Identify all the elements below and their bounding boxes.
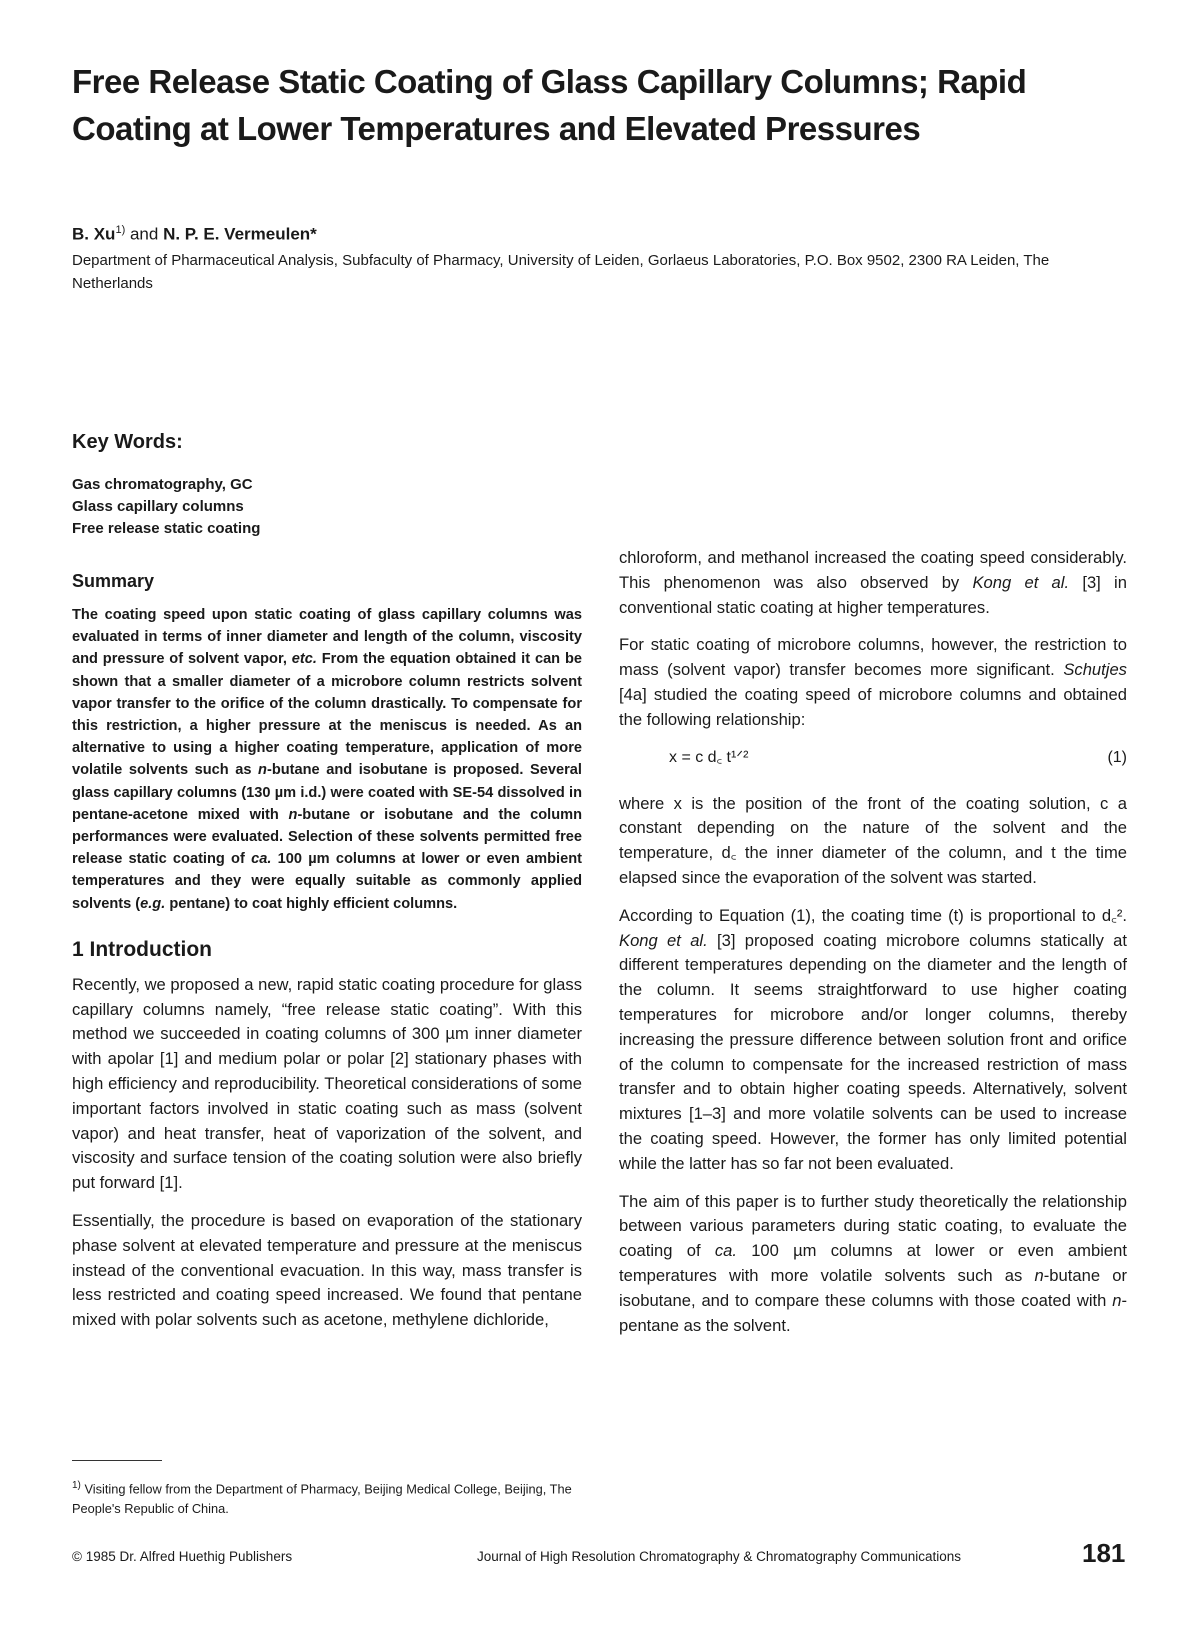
key-word: Gas chromatography, GC bbox=[72, 476, 253, 493]
summary-text: The coating speed upon static coating of glass capillary columns was evaluated in terms of inner diameter and length of the column, viscosity and pressure of solvent vapor, etc. From the equation obtained it can be shown that a smaller diameter of a microbore column restricts solvent vapor transfer to the orifice of the column drastically. To compensate for this restriction, a higher pressure at the meniscus is needed. As an alternative to using a higher coating temperature, application of more volatile solvents such as n-butane and isobutane is proposed. Several glass capillary columns (130 µm i.d.) were coated with SE-54 dissolved in pentane-acetone mixed with n-butane or isobutane and the column performances were evaluated. Selection of these solvents permitted free release static coating of ca. 100 µm columns at lower or even ambient temperatures and they were equally suitable as commonly applied solvents (e.g. pentane) to coat highly efficient columns. bbox=[72, 607, 582, 912]
footnote-text: Visiting fellow from the Department of Pharmacy, Beijing Medical College, Beijing, The People's Republic of China. bbox=[72, 1481, 572, 1517]
author-line bbox=[72, 224, 317, 245]
body-paragraph: For static coating of microbore columns, however, the restriction to mass (solvent vapor) transfer becomes more significant. Schutjes [4a] studied the coating speed of microbore columns and obtained the following relationship: bbox=[619, 635, 1127, 729]
key-word: Glass capillary columns bbox=[72, 498, 244, 515]
key-words-list bbox=[72, 474, 260, 540]
page-number: 181 bbox=[1082, 1538, 1126, 1568]
equation-formula: x = c d꜀ t¹ᐟ² bbox=[669, 748, 749, 766]
footnote-marker: 1) bbox=[115, 224, 126, 236]
key-words-heading: Key Words: bbox=[72, 431, 183, 453]
introduction-heading: 1 Introduction bbox=[72, 937, 212, 961]
copyright: © 1985 Dr. Alfred Huethig Publishers bbox=[72, 1549, 293, 1564]
author-conjunction: and bbox=[129, 224, 159, 244]
equation-number: (1) bbox=[1107, 748, 1127, 766]
footnote bbox=[72, 1476, 584, 1519]
footnote-divider bbox=[72, 1460, 162, 1461]
body-paragraph: The aim of this paper is to further study theoretically the relationship between various parameters during static coating, to evaluate the coating of ca. 100 µm columns at lower or even ambient temperatures with more volatile solvents such as n-butane or isobutane, and to compare these columns with those coated with n-pentane as the solvent. bbox=[619, 1191, 1127, 1335]
affiliation: Department of Pharmaceutical Analysis, Subfaculty of Pharmacy, University of Leiden, Gorlaeus Laboratories, P.O. Box 9502, 2300 RA Leiden, The Netherlands bbox=[72, 252, 1050, 292]
paper-title: Free Release Static Coating of Glass Capillary Columns; Rapid Coating at Lower Temperatures and Elevated Pressures bbox=[72, 63, 1027, 147]
body-paragraph: Recently, we proposed a new, rapid static coating procedure for glass capillary columns namely, “free release static coating”. With this method we succeeded in coating columns of 300 µm inner diameter with apolar [1] and medium polar or polar [2] stationary phases with high efficiency and reproducibility. Theoretical considerations of some important factors involved in static coating such as mass (solvent vapor) and heat transfer, heat of vaporization of the solvent, and viscosity and surface tension of the coating solution were also briefly put forward [1]. bbox=[72, 974, 582, 1193]
right-column bbox=[619, 546, 1127, 1351]
author-name: N. P. E. Vermeulen* bbox=[163, 224, 317, 244]
summary-heading: Summary bbox=[72, 571, 155, 591]
footnote-marker: 1) bbox=[72, 1480, 81, 1491]
author-name: B. Xu bbox=[72, 224, 116, 244]
body-paragraph: where x is the position of the front of the coating solution, c a constant depending on the nature of the solvent and the temperature, d꜀ the inner diameter of the column, and t the time elapsed since the evaporation of the solvent was started. bbox=[619, 793, 1127, 887]
key-word: Free release static coating bbox=[72, 520, 261, 537]
left-column bbox=[72, 568, 582, 1346]
journal-name: Journal of High Resolution Chromatography & Chromatography Communications bbox=[477, 1549, 961, 1564]
equation bbox=[619, 746, 1127, 770]
body-paragraph: Essentially, the procedure is based on evaporation of the stationary phase solvent at elevated temperature and pressure at the meniscus instead of the conventional evacuation. In this way, mass transfer is less restricted and coating speed increased. We found that pentane mixed with polar solvents such as acetone, methylene dichloride, bbox=[72, 1211, 582, 1330]
body-paragraph: According to Equation (1), the coating time (t) is proportional to d꜀². Kong et al. [3] proposed coating microbore columns statically at different temperatures depending on the diameter and the length of the column. It seems straightforward to use higher coating temperatures for microbore and/or longer columns, thereby increasing the pressure difference between solution front and orifice of the column to compensate for the increased restriction of mass transfer and to obtain higher coating speeds. Alternatively, solvent mixtures [1–3] and more volatile solvents can be used to increase the coating speed. However, the former has only limited potential while the latter has so far not been evaluated. bbox=[619, 905, 1127, 1173]
body-paragraph: chloroform, and methanol increased the coating speed considerably. This phenomenon was also observed by Kong et al. [3] in conventional static coating at higher temperatures. bbox=[619, 548, 1127, 617]
